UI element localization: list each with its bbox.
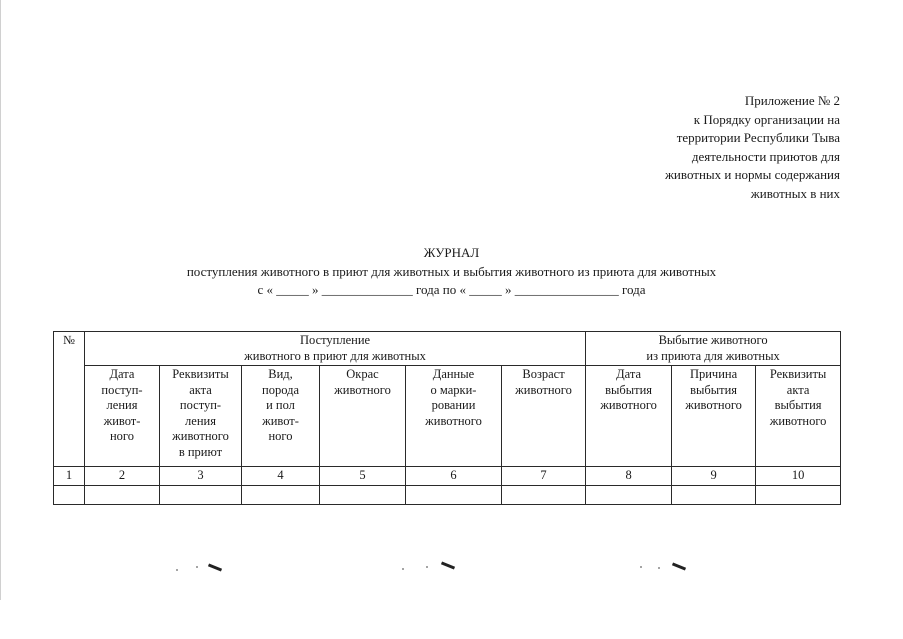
column-number: 5: [320, 467, 406, 486]
scan-mark: [208, 563, 222, 571]
header-line: Дата: [616, 367, 642, 381]
table-cell: [502, 485, 586, 504]
number-header: №: [54, 332, 85, 467]
column-header-admission-act: [160, 366, 242, 467]
column-number: 10: [756, 467, 841, 486]
table-cell: [406, 485, 502, 504]
header-line: животного: [515, 382, 572, 397]
column-number: 8: [586, 467, 672, 486]
scan-dot: [426, 566, 428, 568]
scan-dot: [640, 566, 642, 568]
header-line: ления: [185, 413, 216, 428]
header-line: Реквизиты: [769, 367, 827, 381]
column-header-departure-reason: [672, 366, 756, 467]
scan-mark: [441, 561, 455, 569]
journal-title-block: [0, 244, 903, 300]
group-departure-header: [586, 332, 841, 366]
column-header-admission-date: [85, 366, 160, 467]
appendix-line: к Порядку организации на: [693, 111, 840, 127]
scan-dot: [402, 568, 404, 570]
header-line: животного: [334, 382, 391, 397]
header-line: живот-: [103, 413, 141, 428]
scan-dot: [658, 567, 660, 569]
header-line: Данные: [432, 367, 475, 381]
table-row: [54, 485, 841, 504]
header-line: в приют: [178, 444, 223, 459]
header-line: животного: [425, 413, 482, 428]
column-header-species-breed-sex: [242, 366, 320, 467]
column-number: 3: [160, 467, 242, 486]
appendix-line: Приложение № 2: [744, 93, 840, 108]
column-numbers-row: [54, 467, 841, 486]
header-line: поступ-: [101, 382, 143, 397]
column-number: 7: [502, 467, 586, 486]
header-line: выбытия: [605, 382, 653, 397]
column-number: 6: [406, 467, 502, 486]
header-line: живот-: [262, 413, 299, 428]
journal-subtitle: поступления животного в приют для животных и выбытия животного из приюта для животных: [186, 263, 717, 279]
header-line: выбытия: [774, 398, 822, 412]
appendix-line: животных в них: [750, 185, 840, 201]
header-line: животного: [685, 398, 742, 412]
journal-period: с « _____ » ______________ года по « _____ » ________________ года: [257, 282, 646, 297]
table-cell: [320, 485, 406, 504]
column-header-marking: [406, 366, 502, 467]
column-header-age: [502, 366, 586, 467]
column-number: 9: [672, 467, 756, 486]
page-edge: [0, 0, 1, 600]
header-line: ного: [109, 429, 134, 443]
header-line: Дата: [109, 367, 135, 381]
header-line: и пол: [266, 398, 295, 412]
journal-heading: ЖУРНАЛ: [423, 245, 480, 260]
header-line: поступ-: [179, 398, 222, 412]
header-line: ления: [106, 398, 138, 412]
header-line: Вид,: [268, 367, 293, 381]
header-line: Возраст: [522, 367, 565, 381]
table-cell: [160, 485, 242, 504]
header-line: акта: [786, 382, 810, 397]
header-line: из приюта для животных: [646, 348, 780, 363]
header-line: порода: [262, 382, 299, 397]
header-line: Поступление: [299, 333, 371, 347]
header-line: Реквизиты: [172, 367, 229, 381]
table-cell: [672, 485, 756, 504]
column-header-color: [320, 366, 406, 467]
header-line: Окрас: [346, 367, 379, 381]
header-line: животного: [769, 413, 827, 428]
header-line: животного: [172, 429, 229, 443]
scan-dot: [176, 569, 178, 571]
header-line: выбытия: [690, 382, 738, 397]
header-line: животного в приют для животных: [244, 348, 426, 363]
column-header-departure-act: [756, 366, 841, 467]
appendix-line: деятельности приютов для: [691, 148, 840, 164]
column-number: 4: [242, 467, 320, 486]
header-line: акта: [189, 382, 212, 397]
group-admission-header: [85, 332, 586, 366]
appendix-line: животных и нормы содержания: [664, 167, 840, 182]
header-line: Выбытие животного: [658, 333, 768, 347]
scan-mark: [672, 562, 686, 570]
table-cell: [756, 485, 841, 504]
appendix-line: территории Республики Тыва: [676, 130, 840, 145]
table-cell: [242, 485, 320, 504]
scan-dot: [196, 566, 198, 568]
table-cell: [586, 485, 672, 504]
header-line: о марки-: [430, 382, 477, 397]
table-cell: [54, 485, 85, 504]
column-number: 1: [54, 467, 85, 486]
header-line: Причина: [689, 367, 738, 381]
appendix-block: [665, 92, 840, 203]
table-cell: [85, 485, 160, 504]
header-line: ного: [268, 429, 293, 443]
journal-table: [53, 331, 841, 505]
column-header-departure-date: [586, 366, 672, 467]
header-line: ровании: [431, 398, 476, 412]
column-number: 2: [85, 467, 160, 486]
header-line: животного: [600, 398, 657, 412]
